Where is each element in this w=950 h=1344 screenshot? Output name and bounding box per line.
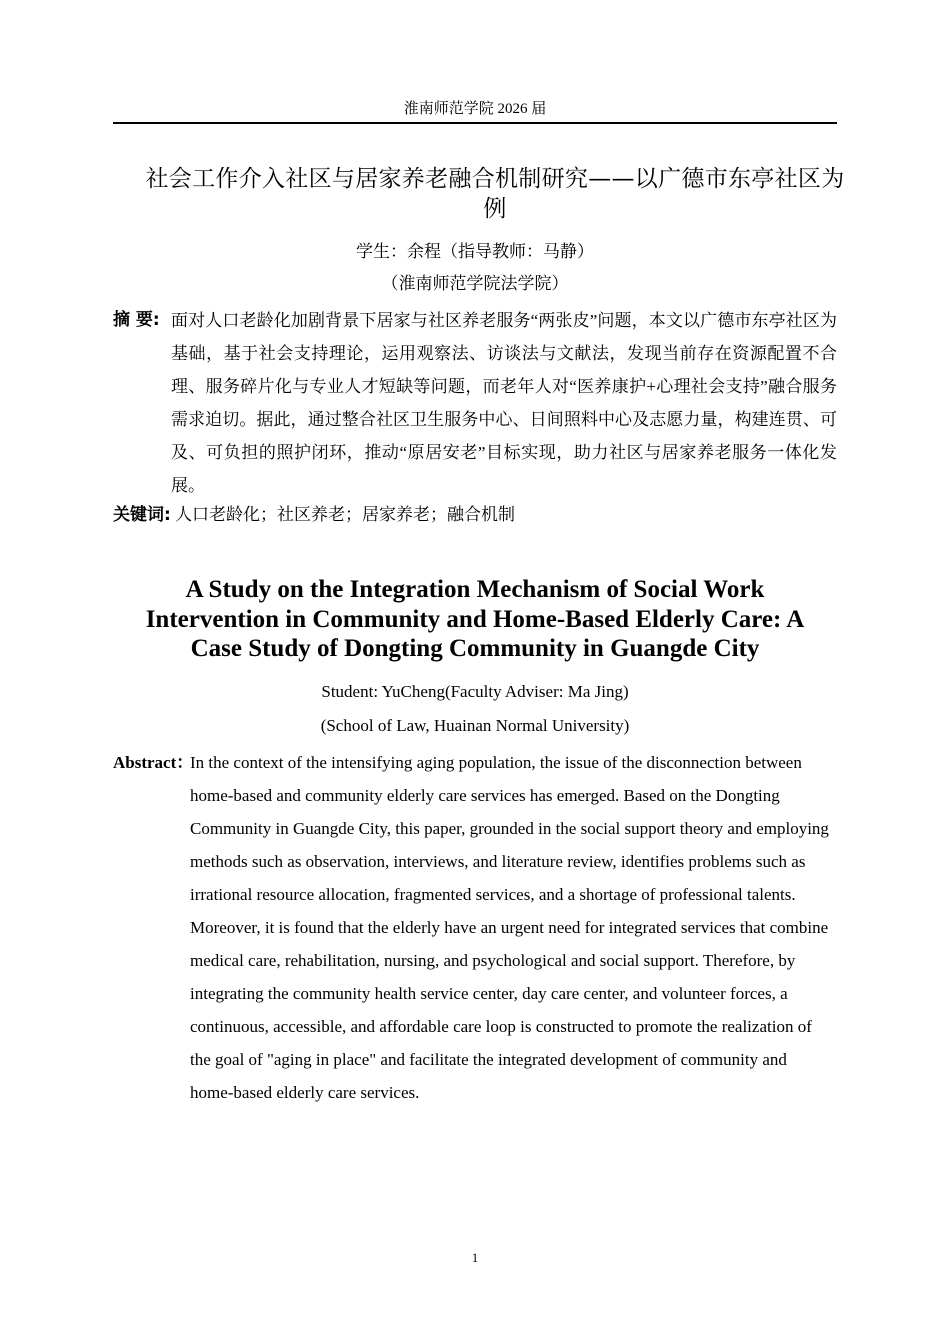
- english-abstract: [113, 746, 837, 1109]
- english-author-line: Student: YuCheng(Faculty Adviser: Ma Jing): [321, 682, 629, 701]
- chinese-abstract: [113, 304, 837, 502]
- english-abstract-label: Abstract：: [113, 753, 194, 772]
- english-title: A Study on the Integration Mechanism of Social Work Intervention in Community and Home-Based Elderly Care: A Case Study of Dongting Community in Guangde City: [145, 576, 805, 662]
- chinese-keywords-label: 关键词:: [113, 505, 171, 525]
- chinese-title: 社会工作介入社区与居家养老融合机制研究——以广德市东亭社区为例: [145, 166, 845, 222]
- english-affiliation: (School of Law, Huainan Normal University): [320, 716, 630, 735]
- page-number: 1: [471, 1250, 479, 1265]
- chinese-abstract-text: 面对人口老龄化加剧背景下居家与社区养老服务“两张皮”问题，本文以广德市东亭社区为基础，基于社会支持理论，运用观察法、访谈法与文献法，发现当前存在资源配置不合理、服务碎片化与专业人才短缺等问题，而老年人对“医养康护+心理社会支持”融合服务需求迫切。据此，通过整合社区卫生服务中心、日间照料中心及志愿力量，构建连贯、可及、可负担的照护闭环，推动“原居安老”目标实现，助力社区与居家养老服务一体化发展。: [171, 311, 837, 495]
- chinese-affiliation: （淮南师范学院法学院）: [381, 274, 569, 293]
- chinese-keywords: [113, 502, 837, 528]
- chinese-keywords-text: 人口老龄化；社区养老；居家养老；融合机制: [175, 505, 516, 524]
- chinese-author-line: 学生：余程（指导教师：马静）: [356, 242, 594, 261]
- running-header: 淮南师范学院 2026 届: [403, 101, 547, 117]
- english-abstract-text: In the context of the intensifying aging population, the issue of the disconnection between home-based and community elderly care services has emerged. Based on the Dongting Community in Guangde City, this paper, grounded in the social support theory and employing methods such as observation, interviews, and literature review, identifies problems such as irrational resource allocation, fragmented services, and a shortage of professional talents. Moreover, it is found that the elderly have an urgent need for integrated services that combine medical care, rehabilitation, nursing, and psychological and social support. Therefore, by integrating the community health service center, day care center, and volunteer forces, a continuous, accessible, and affordable care loop is constructed to promote the realization of the goal of "aging in place" and facilitate the integrated development of community and home-based elderly care services.: [190, 753, 829, 1102]
- chinese-abstract-label: 摘 要:: [113, 310, 160, 330]
- header-rule: [113, 122, 837, 124]
